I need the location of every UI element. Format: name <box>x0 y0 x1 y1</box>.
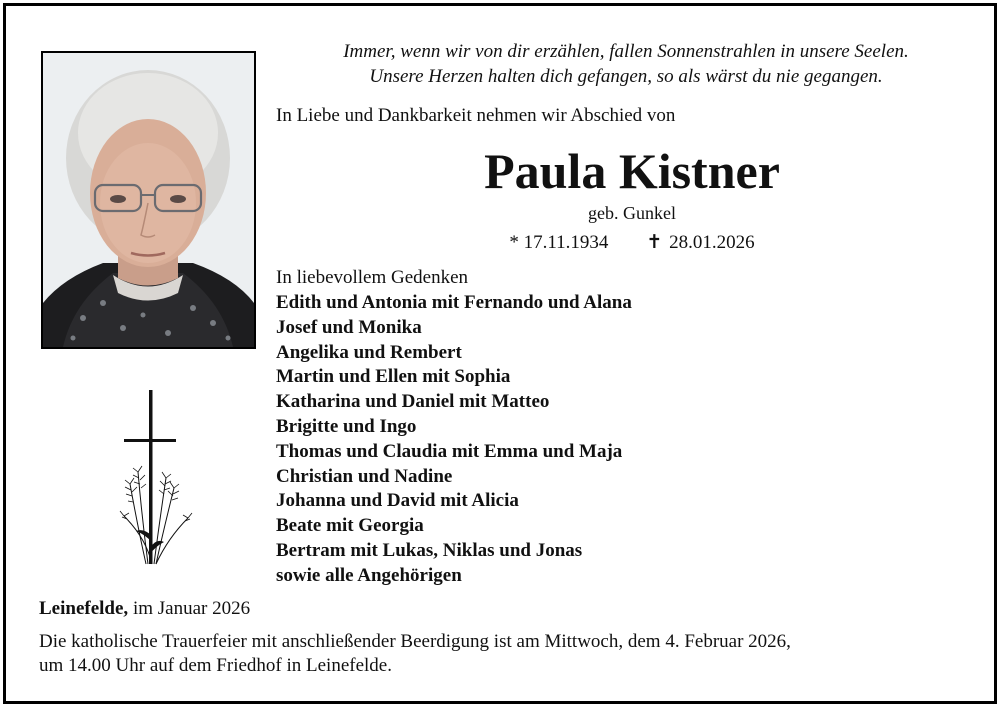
dagger-icon: ✝ <box>646 232 663 253</box>
cross-with-grain-icon <box>116 388 196 568</box>
memory-heading: In liebevollem Gedenken <box>276 267 469 288</box>
list-item: Bertram mit Lukas, Niklas und Jonas <box>276 539 583 561</box>
funeral-line-2: um 14.00 Uhr auf dem Friedhof in Leinefelde. <box>39 655 392 676</box>
list-item: Katharina und Daniel mit Matteo <box>276 391 550 413</box>
list-item: Christian und Nadine <box>276 465 453 487</box>
list-item: Thomas und Claudia mit Emma und Maja <box>276 440 623 462</box>
obituary-card <box>3 3 997 704</box>
death-date: 28.01.2026 <box>669 232 755 253</box>
list-item: sowie alle Angehörigen <box>276 564 462 586</box>
list-item: Angelika und Rembert <box>276 341 462 363</box>
intro-text: In Liebe und Dankbarkeit nehmen wir Abschied von <box>276 105 676 126</box>
list-item: Johanna und David mit Alicia <box>276 490 519 512</box>
birth-name: geb. Gunkel <box>588 203 676 223</box>
funeral-line-1: Die katholische Trauerfeier mit anschließender Beerdigung ist am Mittwoch, dem 4. Februar 2026, <box>39 631 791 652</box>
date: im Januar 2026 <box>132 598 251 619</box>
list-item: Brigitte und Ingo <box>276 415 417 437</box>
list-item: Josef und Monika <box>276 316 422 338</box>
place: Leinefelde, <box>39 598 129 619</box>
motto <box>276 39 976 89</box>
motto-line-1: Immer, wenn wir von dir erzählen, fallen Sonnenstrahlen in unsere Seelen. <box>343 41 909 62</box>
mourners-list <box>276 291 632 589</box>
motto-line-2: Unsere Herzen halten dich gefangen, so als wärst du nie gegangen. <box>369 66 883 87</box>
birth-date: * 17.11.1934 <box>509 232 609 253</box>
list-item: Beate mit Georgia <box>276 515 424 537</box>
deceased-name: Paula Kistner <box>484 143 780 199</box>
funeral-info <box>39 630 939 678</box>
list-item: Edith und Antonia mit Fernando und Alana <box>276 292 632 313</box>
life-dates <box>276 231 988 255</box>
list-item: Martin und Ellen mit Sophia <box>276 366 511 388</box>
portrait-photo <box>41 51 256 349</box>
place-date <box>39 597 250 621</box>
